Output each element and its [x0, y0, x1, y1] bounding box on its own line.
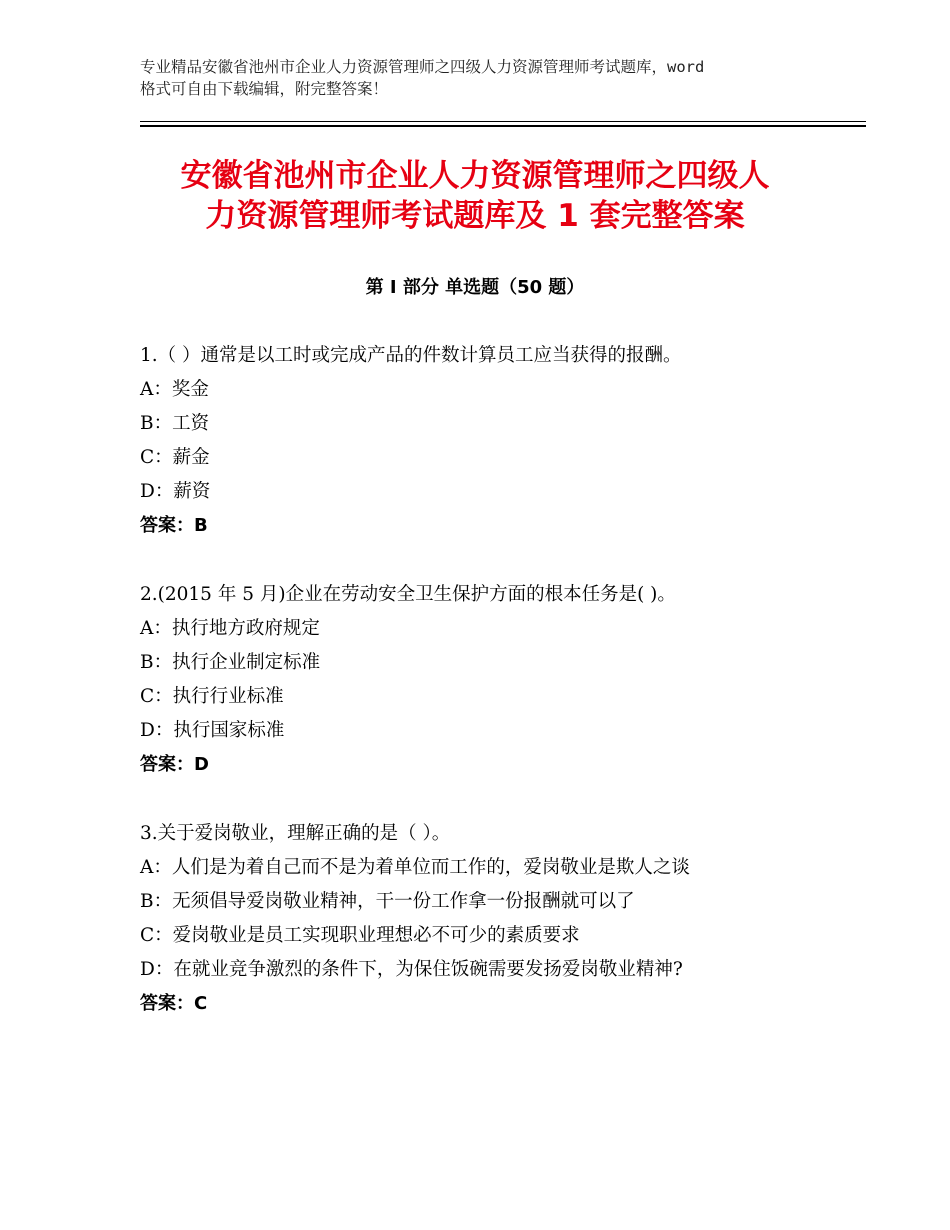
question-2	[140, 578, 840, 782]
header-line-1: 专业精品安徽省池州市企业人力资源管理师之四级人力资源管理师考试题库，word	[140, 58, 705, 76]
header-divider-thick	[140, 125, 866, 127]
answer-line: 答案：D	[140, 754, 209, 775]
section-heading: 第 I 部分 单选题（50 题）	[365, 277, 585, 298]
option-b: B：执行企业制定标准	[140, 652, 321, 673]
option-b: B：工资	[140, 413, 210, 434]
page-header	[140, 56, 830, 100]
option-d: D：薪资	[140, 481, 211, 502]
title-line-2: 力资源管理师考试题库及 1 套完整答案	[205, 198, 745, 234]
answer-line: 答案：C	[140, 993, 208, 1014]
question-stem: 3.关于爱岗敬业，理解正确的是（ ）。	[140, 823, 451, 844]
question-stem: 1.（ ）通常是以工时或完成产品的件数计算员工应当获得的报酬。	[140, 345, 682, 366]
answer-line: 答案：B	[140, 515, 208, 536]
option-d: D：在就业竞争激烈的条件下，为保住饭碗需要发扬爱岗敬业精神?	[140, 959, 683, 980]
option-c: C：执行行业标准	[140, 686, 284, 707]
option-d: D：执行国家标准	[140, 720, 285, 741]
question-3	[140, 817, 840, 1021]
option-b: B：无须倡导爱岗敬业精神，干一份工作拿一份报酬就可以了	[140, 891, 635, 912]
document-title	[0, 156, 950, 236]
option-a: A：人们是为着自己而不是为着单位而工作的，爱岗敬业是欺人之谈	[140, 857, 690, 878]
option-c: C：爱岗敬业是员工实现职业理想必不可少的素质要求	[140, 925, 580, 946]
header-divider-thin	[140, 121, 866, 122]
header-line-2: 格式可自由下载编辑，附完整答案！	[140, 80, 389, 98]
title-line-1: 安徽省池州市企业人力资源管理师之四级人	[180, 158, 770, 194]
question-stem: 2.(2015 年 5 月)企业在劳动安全卫生保护方面的根本任务是( )。	[140, 584, 676, 605]
option-a: A：执行地方政府规定	[140, 618, 320, 639]
option-a: A：奖金	[140, 379, 209, 400]
option-c: C：薪金	[140, 447, 210, 468]
question-1	[140, 339, 840, 543]
